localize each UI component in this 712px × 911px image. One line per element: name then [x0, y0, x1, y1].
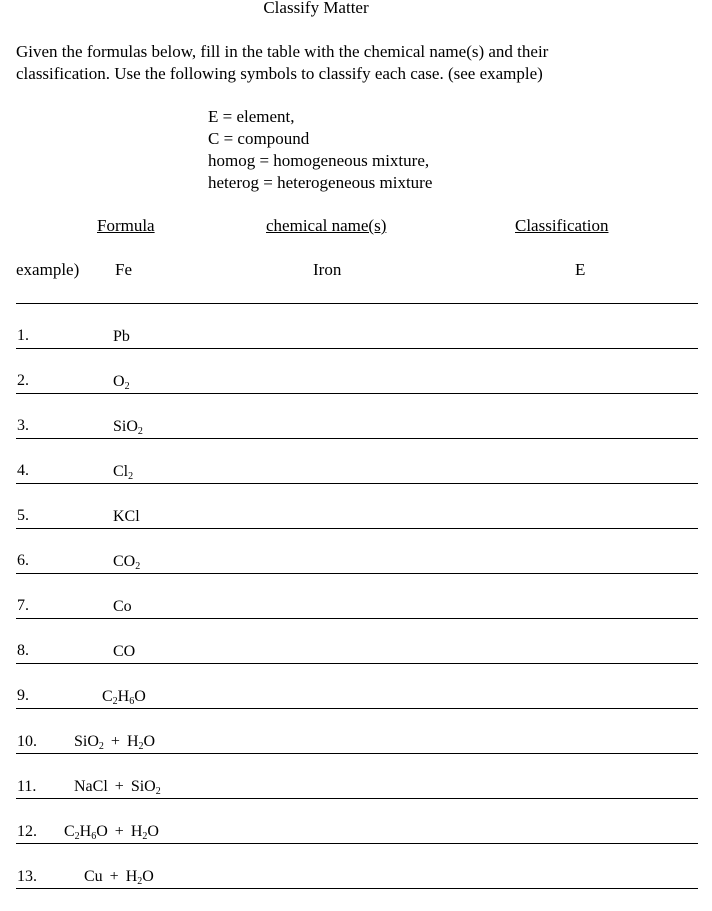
classification-legend	[208, 106, 432, 194]
legend-heterogeneous: heterog = heterogeneous mixture	[208, 173, 433, 192]
answer-line	[16, 798, 698, 799]
row-number: 7.	[17, 597, 29, 614]
answer-line	[16, 393, 698, 394]
row-formula: NaCl + SiO$_2$	[74, 778, 161, 797]
header-chemical-name: chemical name(s)	[266, 216, 387, 235]
table-row	[0, 416, 712, 461]
answer-line	[16, 618, 698, 619]
instructions-line-2: classification. Use the following symbols to classify each case. (see example)	[16, 64, 543, 83]
row-number: 5.	[17, 507, 29, 524]
answer-line	[16, 708, 698, 709]
row-number: 10.	[17, 733, 37, 750]
example-name: Iron	[313, 260, 342, 279]
row-number: 13.	[17, 868, 37, 885]
header-formula: Formula	[97, 216, 155, 235]
instructions-line-1: Given the formulas below, fill in the table with the chemical name(s) and their	[16, 42, 549, 61]
row-formula: $Cu + H_2O$	[84, 868, 154, 887]
row-formula: Co	[113, 598, 132, 615]
row-formula: $CO_2$	[113, 553, 141, 572]
legend-compound: C = compound	[208, 129, 310, 148]
row-formula: $C_2H_6O + H_2O$	[64, 823, 159, 842]
example-classification: E	[575, 260, 586, 279]
answer-line	[16, 888, 698, 889]
row-formula: SiO$_2$	[113, 418, 143, 437]
example-formula: Fe	[115, 260, 132, 279]
row-formula: $Cl_2$	[113, 463, 134, 482]
answer-line	[16, 438, 698, 439]
table-row	[0, 866, 712, 911]
table-row	[0, 686, 712, 731]
row-number: 8.	[17, 642, 29, 659]
table-row	[0, 641, 712, 686]
page-title: Classify Matter	[263, 0, 369, 17]
row-number: 9.	[17, 687, 29, 704]
row-formula: Pb	[113, 328, 130, 345]
row-number: 6.	[17, 552, 29, 569]
row-number: 11.	[17, 778, 37, 795]
table-row	[0, 776, 712, 821]
answer-line	[16, 573, 698, 574]
row-formula: CO	[113, 643, 136, 660]
example-divider	[16, 303, 698, 304]
legend-element: E = element,	[208, 107, 295, 126]
answer-line	[16, 843, 698, 844]
row-number: 4.	[17, 462, 29, 479]
table-row	[0, 326, 712, 371]
row-number: 12.	[17, 823, 37, 840]
row-formula: $O_2$	[113, 373, 130, 392]
row-number: 1.	[17, 327, 29, 344]
example-label: example)	[16, 260, 80, 279]
table-row	[0, 731, 712, 776]
answer-line	[16, 348, 698, 349]
answer-line	[16, 753, 698, 754]
table-row	[0, 596, 712, 641]
row-number: 3.	[17, 417, 29, 434]
legend-homogeneous: homog = homogeneous mixture,	[208, 151, 430, 170]
answer-line	[16, 528, 698, 529]
row-formula: $SiO_2 + H_2O$	[74, 733, 156, 752]
answer-line	[16, 663, 698, 664]
row-number: 2.	[17, 372, 29, 389]
table-row	[0, 506, 712, 551]
table-row	[0, 371, 712, 416]
table-row	[0, 551, 712, 596]
instructions	[16, 41, 706, 85]
table-row	[0, 821, 712, 866]
header-classification: Classification	[515, 216, 609, 235]
row-formula: KCl	[113, 508, 140, 525]
table-row	[0, 461, 712, 506]
answer-line	[16, 483, 698, 484]
row-formula: $C_2H_6O$	[102, 688, 146, 707]
